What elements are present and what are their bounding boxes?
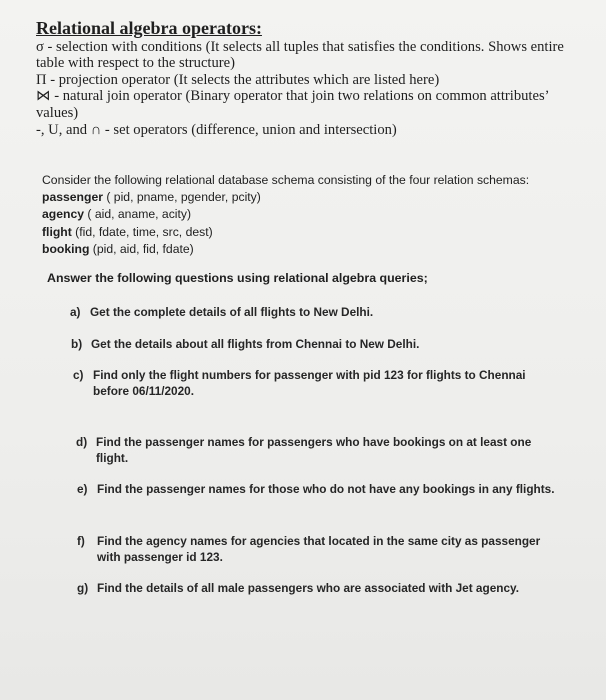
operators-section	[36, 20, 586, 138]
relation-flight	[42, 224, 582, 241]
question-label: f)	[77, 534, 85, 548]
operator-line: Π - projection operator (It selects the attributes which are listed here)	[36, 71, 440, 88]
schema-intro: Consider the following relational database schema consisting of the four relation schemas:	[42, 173, 530, 187]
question-c	[73, 367, 548, 399]
relation-name: flight	[42, 224, 72, 239]
relation-name: passenger	[42, 190, 103, 205]
relation-agency	[42, 206, 582, 223]
question-text: Get the details about all flights from Chennai to New Delhi.	[91, 337, 420, 351]
question-label: b)	[71, 337, 83, 351]
relation-name: booking	[42, 241, 90, 256]
question-label: c)	[73, 368, 84, 382]
question-label: d)	[76, 435, 88, 449]
question-f	[77, 533, 562, 565]
question-text: Find the agency names for agencies that located in the same city as passenger with passenger id 123.	[97, 534, 541, 564]
question-text: Find only the flight numbers for passenger with pid 123 for flights to Chennai before 06/11/2020.	[93, 368, 526, 398]
schema-section	[42, 172, 582, 258]
operator-line: σ - selection with conditions (It selects all tuples that satisfies the conditions. Shows entire	[36, 38, 564, 55]
question-text: Find the passenger names for those who do not have any bookings in any flights.	[97, 482, 555, 496]
operator-line: table with respect to the structure)	[36, 55, 235, 72]
question-text: Get the complete details of all flights to New Delhi.	[90, 305, 374, 319]
relation-attrs: (fid, fdate, time, src, dest)	[71, 224, 213, 239]
operator-line: -, U, and ∩ - set operators (difference, union and intersection)	[36, 121, 397, 138]
relation-attrs: ( pid, pname, pgender, pcity)	[102, 190, 261, 205]
operator-line: values)	[36, 104, 79, 121]
question-text: Find the passenger names for passengers who have bookings on at least one flight.	[96, 435, 532, 465]
question-d	[76, 434, 566, 466]
relation-attrs: ( aid, aname, acity)	[84, 207, 192, 222]
relation-passenger	[42, 189, 582, 206]
operator-line: ⋈ - natural join operator (Binary operator that join two relations on common attributes’	[36, 88, 550, 105]
instructions: Answer the following questions using relational algebra queries;	[47, 271, 428, 285]
question-label: a)	[70, 305, 81, 319]
question-e	[77, 481, 567, 497]
relation-booking	[42, 241, 582, 258]
question-label: g)	[77, 581, 89, 595]
relation-name: agency	[42, 207, 85, 222]
question-label: e)	[77, 482, 88, 496]
operators-title: Relational algebra operators:	[36, 18, 262, 38]
question-g	[77, 580, 557, 596]
relation-attrs: (pid, aid, fid, fdate)	[89, 241, 194, 256]
question-text: Find the details of all male passengers who are associated with Jet agency.	[97, 581, 519, 595]
question-a	[70, 304, 540, 320]
question-b	[71, 336, 541, 352]
